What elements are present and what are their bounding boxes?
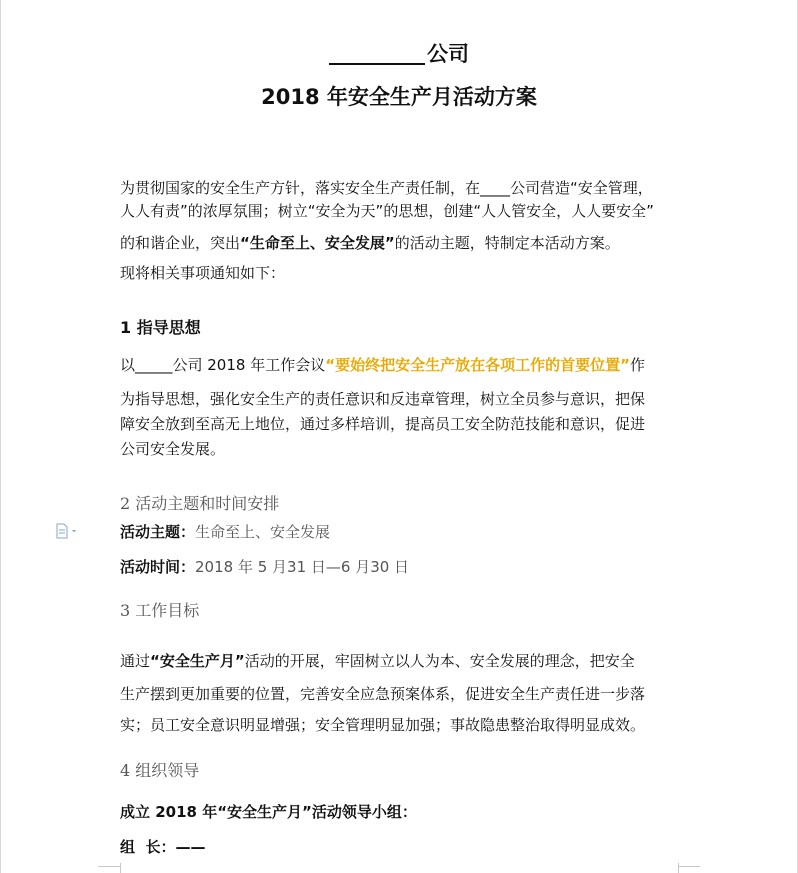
document-title: 2018 年安全生产月活动方案	[261, 85, 537, 109]
section-1-line: 为指导思想，强化安全生产的责任意识和反违章管理，树立全员参与意识，把保	[120, 390, 646, 408]
page-corner-mark	[678, 863, 679, 873]
highlighted-quote: “要始终把安全生产放在各项工作的首要位置”	[325, 356, 630, 374]
section-4-heading: 4 组织领导	[120, 761, 200, 780]
section-1-text: 以_____公司 2018 年工作会议	[120, 356, 326, 374]
section-1-text: 作	[629, 356, 645, 374]
title-company: 公司	[427, 42, 469, 66]
section-3-line	[120, 651, 680, 671]
time-value: 2018 年 5 月31 日—6 月30 日	[195, 558, 410, 576]
intro-line: 人人有责”的浓厚氛围；树立“安全为天”的思想，创建“人人管安全，人人要安全”	[120, 202, 654, 220]
page-corner-mark	[678, 866, 700, 867]
section-3-text: 活动的开展，牢固树立以人为本、安全发展的理念，把安全	[244, 652, 635, 670]
section-1-heading: 1 指导思想	[120, 318, 201, 337]
intro-line: 现将相关事项通知如下：	[120, 264, 286, 282]
title-blank	[329, 41, 425, 65]
section-3-line: 生产摆到更加重要的位置，完善安全应急预案体系，促进安全生产责任进一步落	[120, 685, 646, 703]
leader-line	[120, 837, 680, 857]
activity-theme	[120, 522, 680, 542]
section-3-heading: 3 工作目标	[120, 601, 200, 620]
leader-label: 组 长：	[120, 838, 176, 856]
time-label: 活动时间：	[120, 558, 196, 576]
page-corner-mark	[120, 863, 121, 873]
intro-theme: “生命至上、安全发展”	[240, 234, 395, 252]
section-1-line: 障安全放到至高无上地位，通过多样培训，提高员工安全防范技能和意识，促进	[120, 415, 646, 433]
title-line-1	[0, 38, 798, 68]
theme-label: 活动主题：	[120, 523, 196, 541]
section-3-line: 实；员工安全意识明显增强；安全管理明显加强；事故隐患整治取得明显成效。	[120, 716, 646, 734]
campaign-name: “安全生产月”	[150, 652, 245, 670]
leader-value: ——	[175, 838, 206, 856]
group-established: 成立 2018 年“安全生产月”活动领导小组：	[120, 803, 417, 821]
activity-time	[120, 557, 680, 577]
section-2-heading: 2 活动主题和时间安排	[120, 494, 280, 513]
intro-text: 的活动主题，特制定本活动方案。	[394, 234, 620, 252]
section-1-line: 公司安全发展。	[120, 440, 226, 458]
document-icon[interactable]	[55, 523, 83, 539]
section-1-line	[120, 355, 680, 375]
intro-line	[120, 233, 680, 253]
intro-text: 的和谐企业，突出	[120, 234, 241, 252]
page-corner-mark	[98, 866, 120, 867]
theme-value: 生命至上、安全发展	[195, 523, 331, 541]
section-3-text: 通过	[120, 652, 151, 670]
intro-line: 为贯彻国家的安全生产方针，落实安全生产责任制，在____公司营造“安全管理，	[120, 179, 653, 197]
page-edge-left	[0, 0, 1, 873]
